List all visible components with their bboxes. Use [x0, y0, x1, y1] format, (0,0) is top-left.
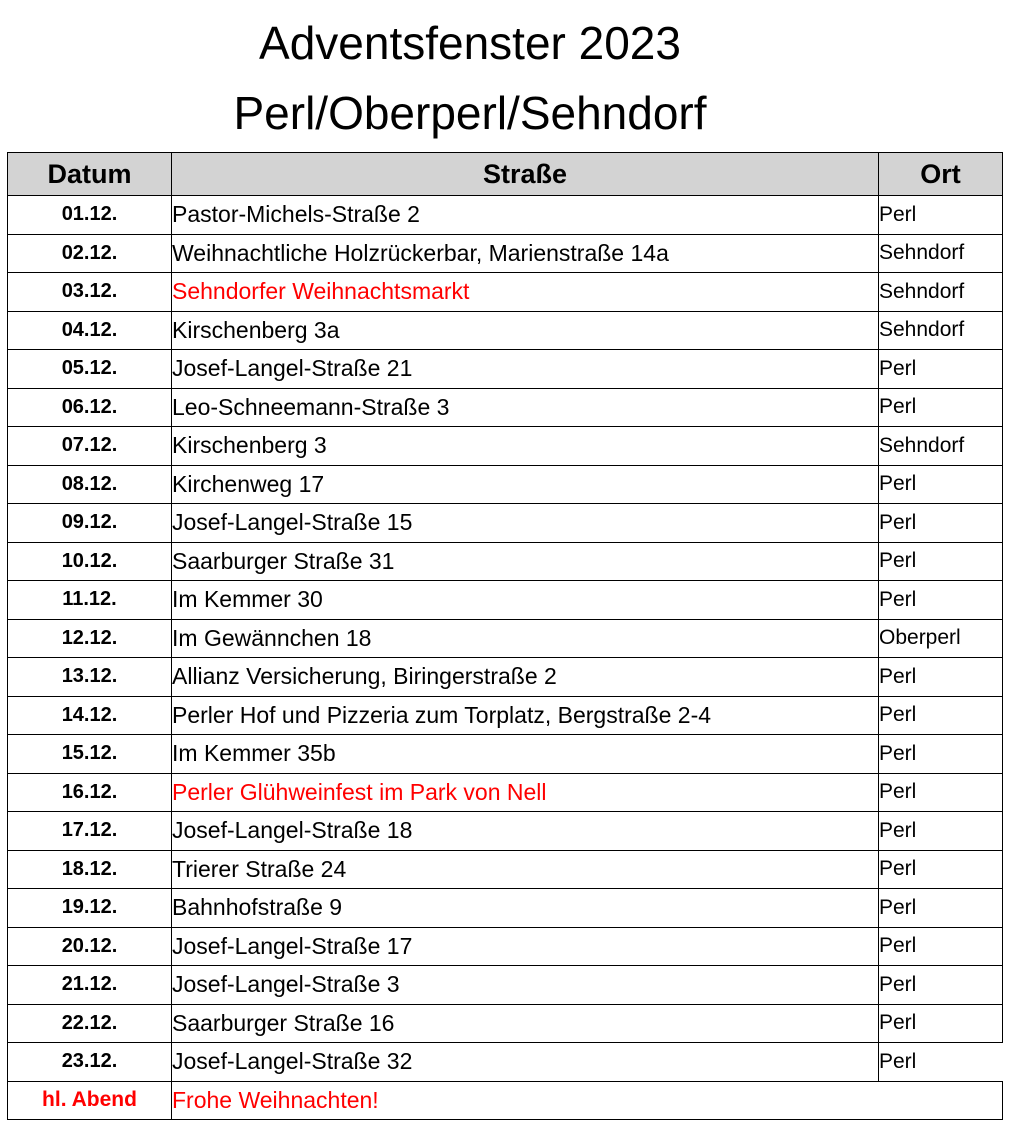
place-cell: Sehndorf	[879, 427, 1003, 466]
greeting-cell: Frohe Weihnachten!	[172, 1081, 1003, 1120]
place-cell: Perl	[879, 581, 1003, 620]
date-cell: 18.12.	[8, 850, 172, 889]
street-cell: Trierer Straße 24	[172, 850, 879, 889]
street-cell: Bahnhofstraße 9	[172, 889, 879, 928]
street-cell: Saarburger Straße 16	[172, 1004, 879, 1043]
place-cell: Sehndorf	[879, 234, 1003, 273]
street-cell: Josef-Langel-Straße 21	[172, 350, 879, 389]
street-cell: Im Kemmer 35b	[172, 735, 879, 774]
table-row	[8, 350, 1003, 389]
table-row	[8, 273, 1003, 312]
street-cell: Pastor-Michels-Straße 2	[172, 196, 879, 235]
place-cell: Perl	[879, 658, 1003, 697]
table-row	[8, 388, 1003, 427]
page-subtitle: Perl/Oberperl/Sehndorf	[233, 87, 707, 139]
date-cell: 19.12.	[8, 889, 172, 928]
street-cell: Josef-Langel-Straße 3	[172, 966, 879, 1005]
place-cell: Perl	[879, 196, 1003, 235]
table-row-christmas-eve	[8, 1081, 1003, 1120]
header-row	[8, 153, 1003, 196]
column-header-street: Straße	[172, 153, 879, 196]
place-cell: Perl	[879, 504, 1003, 543]
street-cell: Im Gewännchen 18	[172, 619, 879, 658]
place-cell: Perl	[879, 927, 1003, 966]
column-header-date: Datum	[8, 153, 172, 196]
date-cell: 21.12.	[8, 966, 172, 1005]
street-cell: Im Kemmer 30	[172, 581, 879, 620]
advent-schedule-table	[7, 152, 1003, 1120]
date-cell: 08.12.	[8, 465, 172, 504]
street-cell: Josef-Langel-Straße 15	[172, 504, 879, 543]
street-cell: Allianz Versicherung, Biringerstraße 2	[172, 658, 879, 697]
date-cell: 12.12.	[8, 619, 172, 658]
date-cell: 23.12.	[8, 1043, 172, 1082]
street-cell: Josef-Langel-Straße 18	[172, 812, 879, 851]
table-row	[8, 927, 1003, 966]
date-cell: 03.12.	[8, 273, 172, 312]
date-cell: 14.12.	[8, 696, 172, 735]
date-cell: hl. Abend	[8, 1081, 172, 1120]
place-cell: Perl	[879, 465, 1003, 504]
column-header-place: Ort	[879, 153, 1003, 196]
place-cell: Perl	[879, 773, 1003, 812]
place-cell: Sehndorf	[879, 311, 1003, 350]
place-cell: Perl	[879, 1004, 1003, 1043]
date-cell: 02.12.	[8, 234, 172, 273]
place-cell: Perl	[879, 966, 1003, 1005]
table-row	[8, 696, 1003, 735]
table-row	[8, 850, 1003, 889]
table-row	[8, 773, 1003, 812]
table-row	[8, 311, 1003, 350]
date-cell: 20.12.	[8, 927, 172, 966]
date-cell: 01.12.	[8, 196, 172, 235]
street-cell: Kirschenberg 3	[172, 427, 879, 466]
place-cell: Perl	[879, 889, 1003, 928]
place-cell: Perl	[879, 696, 1003, 735]
date-cell: 15.12.	[8, 735, 172, 774]
street-cell: Leo-Schneemann-Straße 3	[172, 388, 879, 427]
page-title: Adventsfenster 2023	[259, 17, 681, 69]
place-cell: Perl	[879, 735, 1003, 774]
street-cell: Josef-Langel-Straße 17	[172, 927, 879, 966]
date-cell: 07.12.	[8, 427, 172, 466]
table-row	[8, 619, 1003, 658]
table-row	[8, 542, 1003, 581]
street-cell: Weihnachtliche Holzrückerbar, Marienstraße 14a	[172, 234, 879, 273]
date-cell: 04.12.	[8, 311, 172, 350]
table-row	[8, 234, 1003, 273]
date-cell: 06.12.	[8, 388, 172, 427]
table-row	[8, 889, 1003, 928]
table-row	[8, 581, 1003, 620]
date-cell: 16.12.	[8, 773, 172, 812]
table-row	[8, 658, 1003, 697]
street-cell: Perler Hof und Pizzeria zum Torplatz, Bergstraße 2-4	[172, 696, 879, 735]
date-cell: 17.12.	[8, 812, 172, 851]
table-row	[8, 812, 1003, 851]
date-cell: 09.12.	[8, 504, 172, 543]
table-row	[8, 196, 1003, 235]
street-cell: Kirschenberg 3a	[172, 311, 879, 350]
place-cell: Perl	[879, 850, 1003, 889]
table-row	[8, 427, 1003, 466]
street-cell: Kirchenweg 17	[172, 465, 879, 504]
date-cell: 13.12.	[8, 658, 172, 697]
table-row	[8, 1043, 1003, 1082]
place-cell: Perl	[879, 542, 1003, 581]
date-cell: 10.12.	[8, 542, 172, 581]
date-cell: 22.12.	[8, 1004, 172, 1043]
event-cell: Perler Glühweinfest im Park von Nell	[172, 773, 879, 812]
place-cell: Perl	[879, 812, 1003, 851]
table-row	[8, 465, 1003, 504]
table-row	[8, 1004, 1003, 1043]
table-row	[8, 735, 1003, 774]
schedule-body	[8, 196, 1003, 1120]
table-row	[8, 504, 1003, 543]
place-cell: Perl	[879, 1043, 1003, 1082]
street-cell: Saarburger Straße 31	[172, 542, 879, 581]
table-row	[8, 966, 1003, 1005]
event-cell: Sehndorfer Weihnachtsmarkt	[172, 273, 879, 312]
date-cell: 11.12.	[8, 581, 172, 620]
place-cell: Oberperl	[879, 619, 1003, 658]
place-cell: Perl	[879, 350, 1003, 389]
place-cell: Perl	[879, 388, 1003, 427]
date-cell: 05.12.	[8, 350, 172, 389]
street-cell: Josef-Langel-Straße 32	[172, 1043, 879, 1082]
place-cell: Sehndorf	[879, 273, 1003, 312]
